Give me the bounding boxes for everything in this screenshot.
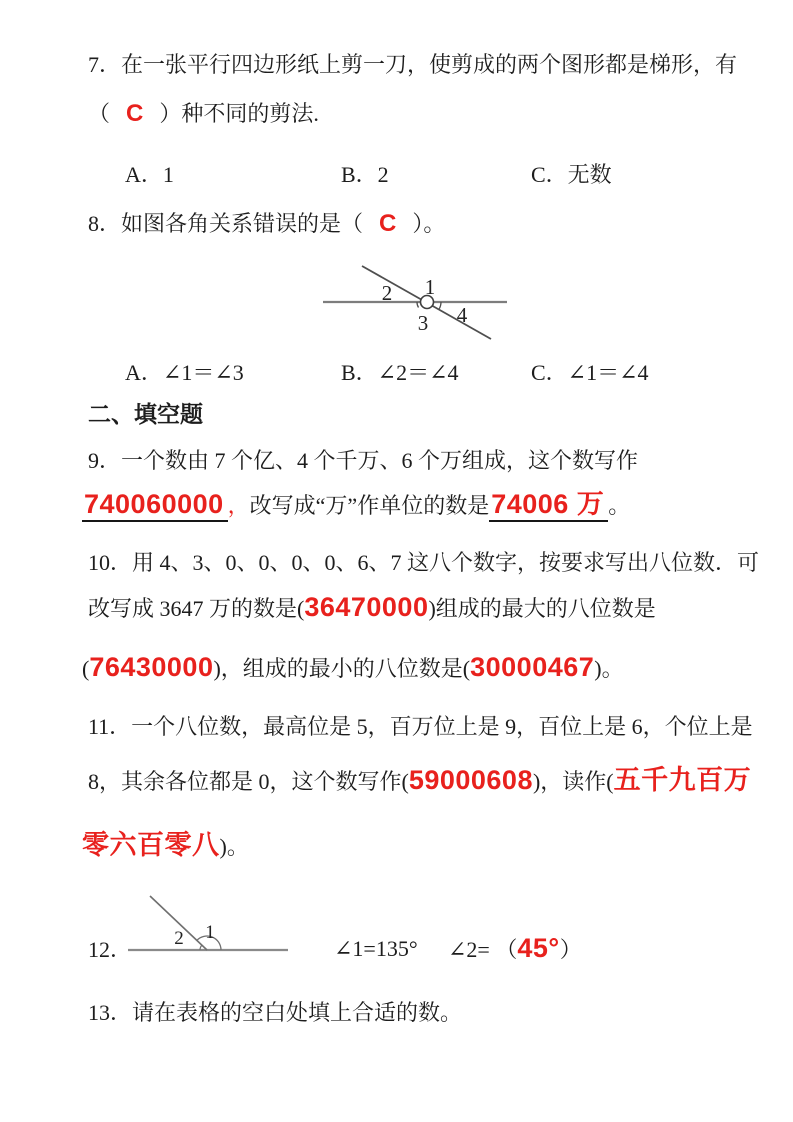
q12-angle2-prefix: ∠2= （ [448,937,518,962]
q9-mid-text: 改写成“万”作单位的数是 [249,493,490,518]
q10-l3-mid: )，组成的最小的八位数是( [213,656,471,681]
q9-line2 [82,482,630,521]
q7-option-c: C．无数 [531,162,612,187]
q9-comma: ， [227,493,250,518]
q10-line1: 10．用 4、3、0、0、0、0、6、7 这八个数字，按要求写出八位数．可 [88,550,760,575]
q11-answer-number: 59000608 [408,765,533,795]
q12-number: 12． [88,937,133,962]
q11-answer-reading-part2: 零六百零八 [82,830,220,860]
q10-l2-before: 改写成 3647 万的数是( [88,596,305,621]
q8-label-angle1: 1 [424,275,436,299]
q8-label-angle3: 3 [417,311,429,335]
q10-answer3: 30000467 [470,652,595,682]
q11-l2-before: 8，其余各位都是 0，这个数写作( [88,769,409,794]
q10-answer1: 36470000 [304,592,429,622]
q12-answer: 45° [517,933,560,963]
q12-angle2-line [448,933,582,964]
q7-close-text: ）种不同的剪法. [159,101,319,126]
q12-angle-diagram [122,888,292,960]
q8-option-c: C．∠1＝∠4 [531,360,649,385]
q10-line3 [82,652,624,683]
q9-answer-number: 740060000 [82,489,228,522]
q8-before-text: 8．如图各角关系错误的是（ [88,211,364,236]
q7-line2 [88,97,319,128]
q9-end-punct: 。 [608,493,631,518]
q11-line1: 11．一个八位数，最高位是 5，百万位上是 9，百位上是 6，个位上是 [88,714,753,739]
section2-header: 二、填空题 [88,401,203,427]
q8-options-row [0,356,793,386]
q9-line1: 9．一个数由 7 个亿、4 个千万、6 个万组成，这个数写作 [88,448,639,473]
q9-answer-wan: 74006 万 [489,489,608,522]
q7-open-paren: （ [88,101,111,126]
q13-line1: 13．请在表格的空白处填上合适的数。 [88,1000,463,1025]
q10-l3-open: ( [82,656,90,681]
q7-option-b: B．2 [341,162,389,187]
q8-angle-diagram [318,256,548,351]
q7-answer: C [126,100,144,127]
q7-options-row [0,158,793,188]
q12-label-angle2: 2 [174,928,184,949]
q10-line2 [88,592,656,623]
q11-line2 [88,758,751,797]
q12-angle2-suffix: ） [559,937,582,962]
q8-label-angle4: 4 [456,303,468,327]
q11-answer-reading-part1: 五千九百万 [613,765,752,795]
q12-angle1-value: ∠1=135° [334,936,418,961]
q11-l2-mid: )，读作( [532,769,614,794]
q8-option-a: A．∠1＝∠3 [125,360,244,385]
q10-l3-end: )。 [594,656,624,681]
q8-after-text: ）。 [412,211,446,236]
q7-option-a: A．1 [125,162,174,187]
q8-label-angle2: 2 [381,281,393,305]
q8-line1 [88,207,445,238]
q11-line3 [82,823,249,862]
q10-l2-after: )组成的最大的八位数是 [428,596,656,621]
q12-label-angle1: 1 [205,922,215,943]
q10-answer2: 76430000 [89,652,214,682]
q8-option-b: B．∠2＝∠4 [341,360,459,385]
q8-answer: C [379,210,397,237]
q11-l3-end: )。 [219,834,249,859]
q7-line1: 7．在一张平行四边形纸上剪一刀，使剪成的两个图形都是梯形，有 [88,52,738,77]
